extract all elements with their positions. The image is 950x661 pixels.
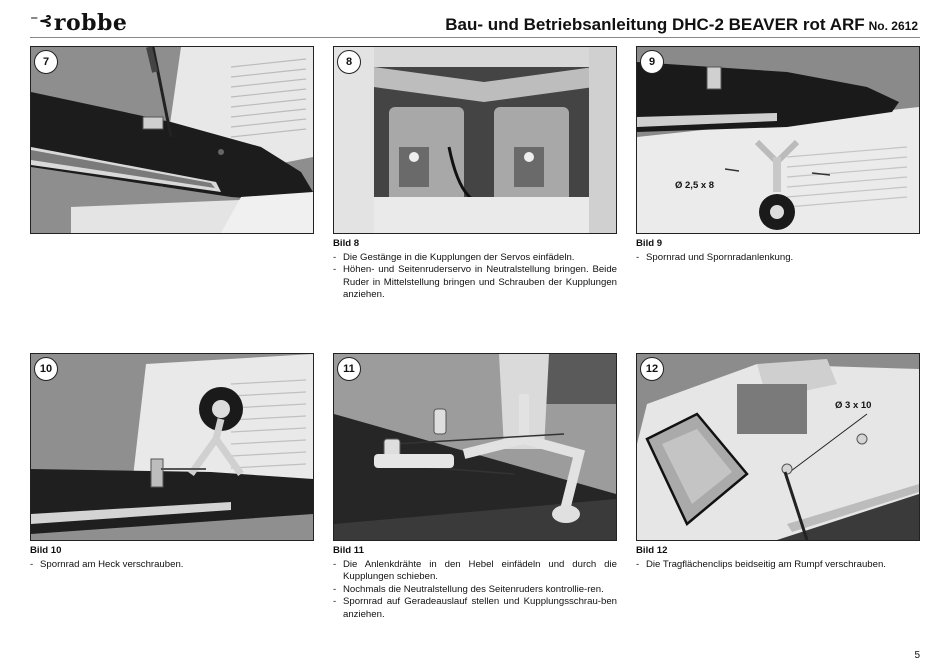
caption-item: - Nochmals die Neutralstellung des Seitenruders kontrollie-ren. [333, 584, 617, 597]
figure-8-badge: 8 [337, 50, 361, 74]
logo-text: robbe [53, 10, 128, 36]
figure-7-photo [30, 46, 314, 234]
figure-10-photo [30, 353, 314, 541]
figure-10-illustration [31, 354, 313, 540]
caption-item: - Die Anlenkdrähte in den Hebel einfädeln und durch die Kupplungen schieben. [333, 559, 617, 584]
figure-9-illustration [637, 47, 919, 233]
logo-mark-icon: ⁻⊰ [30, 11, 53, 30]
caption-bild-11 [333, 545, 617, 621]
figure-11-badge: 11 [337, 357, 361, 381]
caption-bild-9 [636, 238, 920, 264]
caption-item: - Die Gestänge in die Kupplungen der Servos einfädeln. [333, 252, 617, 265]
caption-item: - Spornrad auf Geradeauslauf stellen und Kupplungsschrau-ben anziehen. [333, 596, 617, 621]
figure-12-illustration [637, 354, 919, 540]
figure-9-screw-label: Ø 2,5 x 8 [675, 180, 715, 191]
caption-bild-10 [30, 545, 314, 571]
figure-10-badge: 10 [34, 357, 58, 381]
figure-7-badge: 7 [34, 50, 58, 74]
caption-title: Bild 12 [636, 545, 668, 556]
page-number: 5 [914, 650, 920, 661]
caption-item: - Spornrad und Spornradanlenkung. [636, 252, 920, 265]
robbe-logo [30, 10, 127, 36]
caption-title: Bild 9 [636, 238, 663, 249]
figure-7-illustration [31, 47, 313, 233]
caption-item: - Die Tragflächenclips beidseitig am Rumpf verschrauben. [636, 559, 920, 572]
page-title-text: Bau- und Betriebsanleitung DHC-2 BEAVER rot ARF [445, 15, 865, 34]
figure-12-photo [636, 353, 920, 541]
product-number: No. 2612 [868, 19, 918, 33]
caption-item: - Höhen- und Seitenruderservo in Neutralstellung bringen. Beide Ruder in Mittelstellung bringen und Schrauben der Kupplungen anziehen. [333, 264, 617, 302]
figure-11-photo [333, 353, 617, 541]
caption-bild-8 [333, 238, 617, 302]
header-divider [30, 37, 920, 38]
caption-item: - Spornrad am Heck verschrauben. [30, 559, 314, 572]
figure-8-photo [333, 46, 617, 234]
caption-title: Bild 11 [333, 545, 364, 556]
figure-9-photo [636, 46, 920, 234]
figure-8-illustration [334, 47, 616, 233]
caption-bild-12 [636, 545, 920, 571]
caption-title: Bild 8 [333, 238, 360, 249]
page-title [445, 15, 918, 35]
figure-9-badge: 9 [640, 50, 664, 74]
caption-title: Bild 10 [30, 545, 62, 556]
figure-12-badge: 12 [640, 357, 664, 381]
figure-11-illustration [334, 354, 616, 540]
figure-12-screw-label: Ø 3 x 10 [835, 400, 872, 411]
